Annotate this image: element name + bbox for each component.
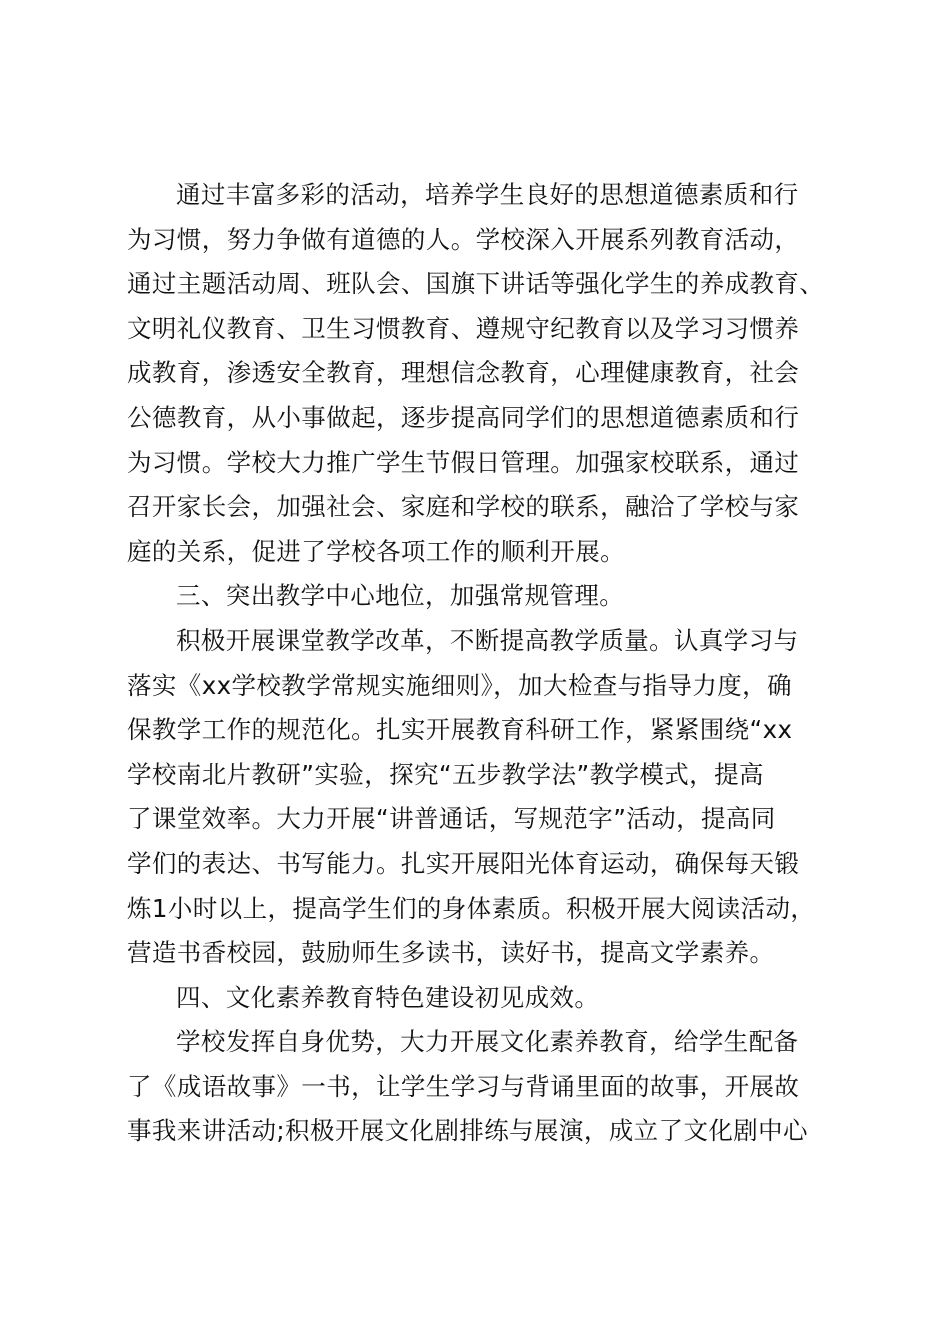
text-line: 事我来讲活动;积极开展文化剧排练与展演，成立了文化剧中心 — [127, 1116, 808, 1146]
text-line: 召开家长会，加强社会、家庭和学校的联系，融洽了学校与家 — [127, 492, 800, 522]
document-body — [127, 173, 852, 1154]
text-line: 积极开展课堂教学改革，不断提高教学质量。认真学习与 — [176, 625, 799, 655]
text-line: 庭的关系，促进了学校各项工作的顺利开展。 — [127, 536, 625, 566]
text-line: 通过丰富多彩的活动，培养学生良好的思想道德素质和行 — [176, 180, 799, 209]
text-line: 炼1小时以上，提高学生们的身体素质。积极开展大阅读活动， — [127, 893, 816, 923]
text-line: 为习惯，努力争做有道德的人。学校深入开展系列教育活动， — [127, 224, 800, 254]
text-line: 成教育，渗透安全教育，理想信念教育，心理健康教育，社会 — [127, 358, 800, 388]
text-line: 了课堂效率。大力开展“讲普通话，写规范字”活动，提高同 — [127, 804, 776, 834]
text-line: 四、文化素养教育特色建设初见成效。 — [176, 982, 600, 1012]
text-line: 营造书香校园，鼓励师生多读书，读好书，提高文学素养。 — [127, 938, 775, 968]
text-line: 了《成语故事》一书，让学生学习与背诵里面的故事，开展故 — [127, 1071, 800, 1101]
text-line: 文明礼仪教育、卫生习惯教育、遵规守纪教育以及学习习惯养 — [127, 313, 800, 343]
text-line: 学校南北片教研”实验，探究“五步教学法”教学模式，提高 — [127, 759, 764, 789]
text-line: 公德教育，从小事做起，逐步提高同学们的思想道德素质和行 — [127, 402, 800, 432]
text-line: 三、突出教学中心地位，加强常规管理。 — [176, 581, 625, 611]
text-line: 保教学工作的规范化。扎实开展教育科研工作，紧紧围绕“xx — [127, 715, 793, 745]
text-line: 通过主题活动周、班队会、国旗下讲话等强化学生的养成教育、 — [127, 269, 825, 299]
text-line: 学们的表达、书写能力。扎实开展阳光体育运动，确保每天锻 — [127, 848, 800, 878]
text-line: 为习惯。学校大力推广学生节假日管理。加强家校联系，通过 — [127, 447, 800, 477]
text-line: 落实《xx学校教学常规实施细则》，加大检查与指导力度，确 — [127, 670, 792, 700]
text-line: 学校发挥自身优势，大力开展文化素养教育，给学生配备 — [176, 1027, 799, 1057]
